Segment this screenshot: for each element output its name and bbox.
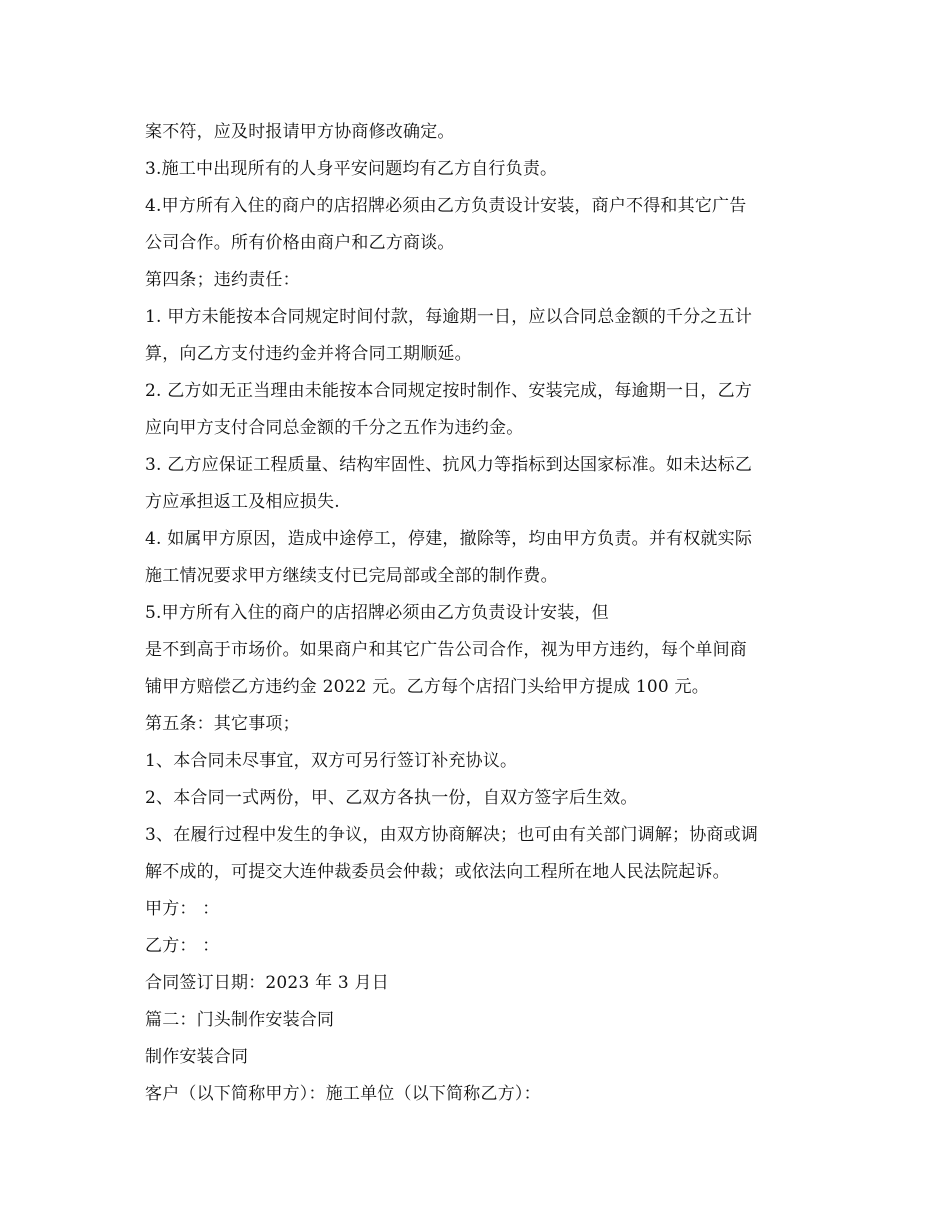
contract-date-line: 合同签订日期：2023 年 3 月日 xyxy=(145,973,389,993)
text-line: 公司合作。所有价格由商户和乙方商谈。 xyxy=(145,233,455,253)
text-line: 铺甲方赔偿乙方违约金 2022 元。乙方每个店招门头给甲方提成 100 元。 xyxy=(145,677,709,697)
text-line: 4.甲方所有入住的商户的店招牌必须由乙方负责设计安装，商户不得和其它广告 xyxy=(145,196,747,216)
text-line: 算，向乙方支付违约金并将合同工期顺延。 xyxy=(145,344,472,364)
text-line: 案不符，应及时报请甲方协商修改确定。 xyxy=(145,122,455,142)
text-line: 方应承担返工及相应损失. xyxy=(145,492,340,512)
text-line: 2、本合同一式两份，甲、乙双方各执一份，自双方签字后生效。 xyxy=(145,788,638,808)
document-body xyxy=(145,117,815,1116)
text-line: 应向甲方支付合同总金额的千分之五作为违约金。 xyxy=(145,418,524,438)
text-line: 4. 如属甲方原因，造成中途停工，停建，撤除等，均由甲方负责。并有权就实际 xyxy=(145,529,753,549)
party-a-signature-line: 甲方： ： xyxy=(145,899,220,919)
section-heading: 第五条：其它事项； xyxy=(145,714,300,734)
text-line: 3.施工中出现所有的人身平安问题均有乙方自行负责。 xyxy=(145,159,558,179)
contract-title: 制作安装合同 xyxy=(145,1047,249,1067)
section-heading: 第四条；违约责任： xyxy=(145,270,300,290)
text-line: 解不成的，可提交大连仲裁委员会仲裁；或依法向工程所在地人民法院起诉。 xyxy=(145,862,730,882)
party-b-signature-line: 乙方： ： xyxy=(145,936,220,956)
text-line: 3、在履行过程中发生的争议，由双方协商解决；也可由有关部门调解；协商或调 xyxy=(145,825,759,845)
text-line: 3. 乙方应保证工程质量、结构牢固性、抗风力等指标到达国家标准。如未达标乙 xyxy=(145,455,753,475)
text-line: 1、本合同未尽事宜，双方可另行签订补充协议。 xyxy=(145,751,518,771)
text-line: 1. 甲方未能按本合同规定时间付款，每逾期一日，应以合同总金额的千分之五计 xyxy=(145,307,753,327)
text-line: 2. 乙方如无正当理由未能按本合同规定按时制作、安装完成，每逾期一日，乙方 xyxy=(145,381,753,401)
parties-line: 客户（以下简称甲方）：施工单位（以下简称乙方）： xyxy=(145,1084,541,1104)
text-line: 5.甲方所有入住的商户的店招牌必须由乙方负责设计安装，但 xyxy=(145,603,609,623)
text-line: 施工情况要求甲方继续支付已完局部或全部的制作费。 xyxy=(145,566,558,586)
chapter-heading: 篇二：门头制作安装合同 xyxy=(145,1010,335,1030)
text-line: 是不到高于市场价。如果商户和其它广告公司合作，视为甲方违约，每个单间商 xyxy=(145,640,747,660)
